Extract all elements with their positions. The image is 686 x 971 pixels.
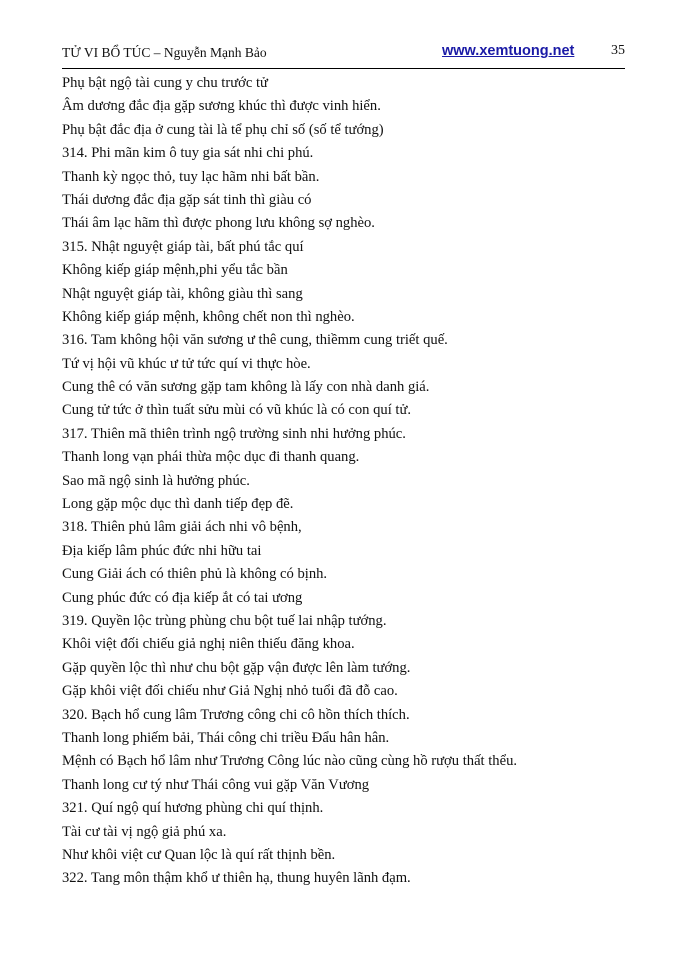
text-line: Cung phúc đức có địa kiếp ắt có tai ương [62, 589, 303, 606]
text-line: 320. Bạch hổ cung lâm Trương công chi cô hồn thích thích. [62, 706, 410, 723]
header-divider [62, 68, 625, 69]
text-line: Thái dương đắc địa gặp sát tinh thì giàu có [62, 191, 312, 208]
text-body [62, 72, 642, 891]
text-line: 314. Phi mãn kim ô tuy gia sát nhi chi phú. [62, 145, 314, 162]
page-number: 35 [611, 43, 625, 58]
text-line: Sao mã ngộ sinh là hưởng phúc. [62, 472, 250, 489]
website-link[interactable]: www.xemtuong.net [442, 43, 575, 59]
text-line: Tài cư tài vị ngộ giả phú xa. [62, 823, 227, 840]
text-line: 317. Thiên mã thiên trình ngộ trường sinh nhi hưởng phúc. [62, 425, 406, 442]
text-line: 315. Nhật nguyệt giáp tài, bất phú tắc quí [62, 238, 304, 255]
text-line: Thái âm lạc hãm thì được phong lưu không sợ nghèo. [62, 215, 375, 232]
text-line: 322. Tang môn thậm khổ ư thiên hạ, thung huyên lãnh đạm. [62, 870, 411, 887]
text-line: Không kiếp giáp mệnh, không chết non thì nghèo. [62, 308, 355, 325]
text-line: Cung thê có văn sương gặp tam không là lấy con nhà danh giá. [62, 379, 430, 396]
text-line: Nhật nguyệt giáp tài, không giàu thì sang [62, 285, 303, 302]
book-title: TỬ VI BỔ TÚC – Nguyễn Mạnh Bảo [62, 45, 267, 60]
text-line: Thanh kỳ ngọc thỏ, tuy lạc hãm nhi bất bần. [62, 168, 320, 185]
text-line: Địa kiếp lâm phúc đức nhi hữu tai [62, 542, 262, 559]
text-line: 321. Quí ngộ quí hương phùng chi quí thịnh. [62, 800, 324, 817]
text-line: Cung Giải ách có thiên phủ là không có bịnh. [62, 566, 328, 583]
text-line: Long gặp mộc dục thì danh tiếp đẹp đẽ. [62, 496, 294, 513]
text-line: 318. Thiên phủ lâm giải ách nhi vô bệnh, [62, 519, 302, 536]
text-line: 319. Quyền lộc trùng phùng chu bột tuế lai nhập tướng. [62, 612, 387, 629]
text-line: Gặp khôi việt đối chiếu như Giả Nghị nhỏ tuổi đã đỗ cao. [62, 683, 398, 700]
text-line: 316. Tam không hội văn sương ư thê cung, thiềmm cung triết quế. [62, 332, 448, 349]
text-line: Không kiếp giáp mệnh,phi yểu tắc bần [62, 262, 288, 279]
text-line: Khôi việt đối chiếu giả nghị niên thiếu đăng khoa. [62, 636, 355, 653]
text-line: Mệnh có Bạch hổ lâm như Trương Công lúc nào cũng cùng hồ rượu thất thểu. [62, 753, 518, 770]
text-line: Tứ vị hội vũ khúc ư tử tức quí vi thực hòe. [62, 355, 311, 372]
text-line: Âm dương đắc địa gặp sương khúc thì được vinh hiển. [62, 98, 381, 115]
page-header [62, 42, 625, 64]
text-line: Thanh long phiếm bải, Thái công chi triều Đẩu hân hân. [62, 729, 390, 746]
text-line: Phụ bật ngộ tài cung y chu trước tử [62, 75, 268, 91]
text-line: Phụ bật đắc địa ở cung tài là tể phụ chỉ số (số tể tướng) [62, 121, 384, 138]
text-line: Thanh long vạn phái thừa mộc dục đi thanh quang. [62, 449, 360, 466]
text-line: Thanh long cư tý như Thái công vui gặp Văn Vương [62, 776, 370, 793]
text-line: Cung tử tức ở thìn tuất sửu mùi có vũ khúc là có con quí tử. [62, 402, 412, 419]
text-line: Gặp quyền lộc thì như chu bột gặp vận được lên làm tướng. [62, 659, 411, 676]
text-line: Như khôi việt cư Quan lộc là quí rất thịnh bền. [62, 846, 336, 863]
